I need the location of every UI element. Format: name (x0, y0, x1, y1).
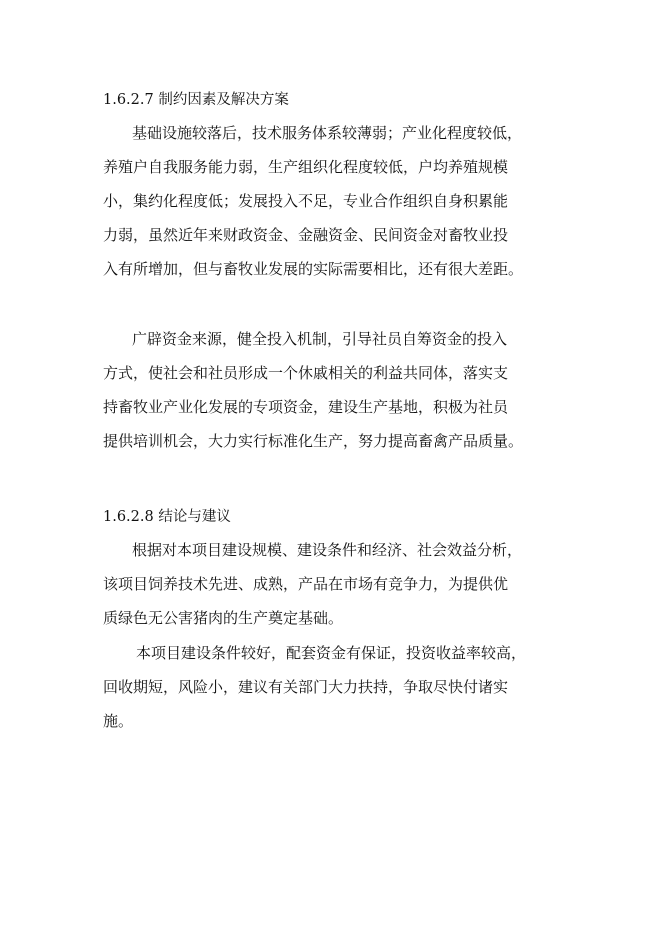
section-heading: 1.6.2.7 制约因素及解决方案 (103, 92, 289, 108)
paragraph (103, 116, 563, 286)
paragraph-line: 该项目饲养技术先进、成熟，产品在市场有竞争力，为提供优 (103, 575, 509, 593)
paragraph-line: 方式，使社会和社员形成一个休戚相关的利益共同体，落实支 (103, 364, 509, 382)
paragraph-line: 力弱，虽然近年来财政资金、金融资金、民间资金对畜牧业投 (103, 226, 509, 244)
paragraph-line: 养殖户自我服务能力弱，生产组织化程度较低，户均养殖规模 (103, 158, 509, 176)
paragraph-line: 持畜牧业产业化发展的专项资金，建设生产基地，积极为社员 (103, 398, 509, 416)
paragraph-line: 入有所增加，但与畜牧业发展的实际需要相比，还有很大差距。 (103, 260, 524, 278)
paragraph (103, 322, 563, 458)
paragraph-line: 小，集约化程度低；发展投入不足，专业合作组织自身积累能 (103, 192, 509, 210)
paragraph-line: 施。 (103, 712, 134, 730)
paragraph-line: 提供培训机会，大力实行标准化生产，努力提高畜禽产品质量。 (103, 432, 524, 450)
paragraph-line: 回收期短，风险小，建议有关部门大力扶持，争取尽快付诸实 (103, 678, 509, 696)
paragraph (103, 533, 563, 635)
paragraph-line: 质绿色无公害猪肉的生产奠定基础。 (103, 609, 344, 627)
paragraph-line: 广辟资金来源，健全投入机制，引导社员自筹资金的投入 (132, 330, 508, 348)
paragraph (103, 636, 563, 738)
paragraph-line: 本项目建设条件较好，配套资金有保证，投资收益率较高， (136, 644, 527, 662)
section-heading: 1.6.2.8 结论与建议 (103, 509, 231, 525)
paragraph-line: 基础设施较落后，技术服务体系较薄弱；产业化程度较低， (132, 124, 523, 142)
paragraph-line: 根据对本项目建设规模、建设条件和经济、社会效益分析， (132, 541, 523, 559)
